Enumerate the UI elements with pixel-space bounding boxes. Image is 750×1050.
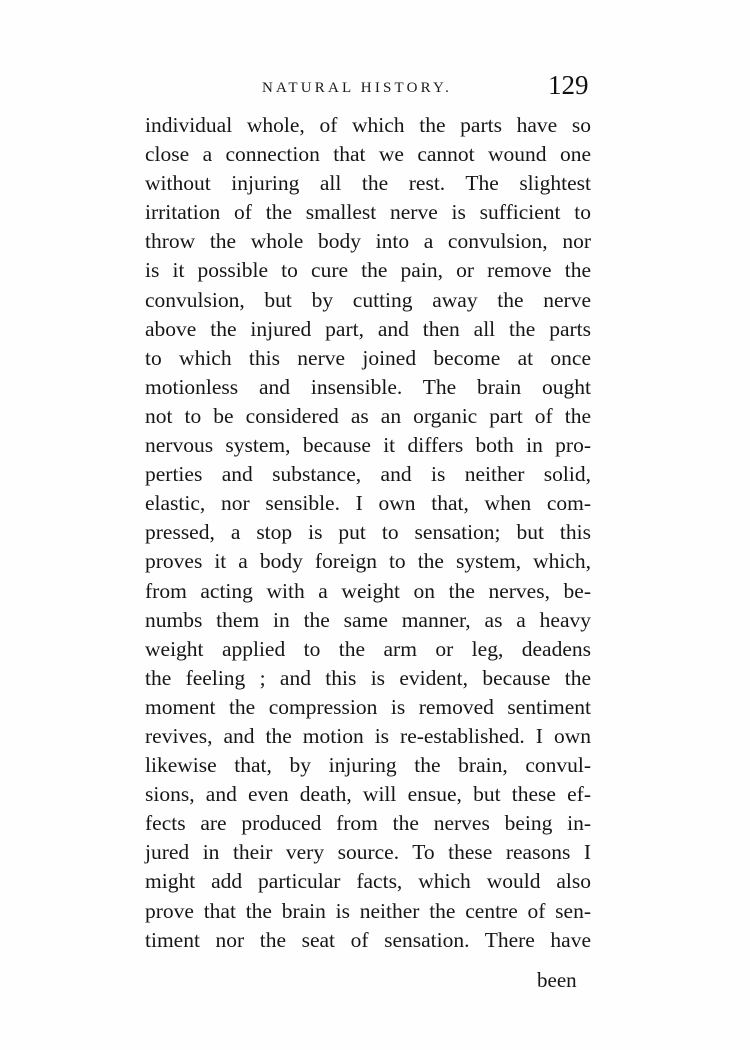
running-title: NATURAL HISTORY. (262, 80, 453, 96)
text-line: pressed, a stop is put to sensation; but this (145, 520, 591, 545)
text-line: throw the whole body into a convulsion, nor (145, 229, 591, 254)
text-line: timent nor the seat of sensation. There have (145, 927, 591, 952)
text-line: to which this nerve joined become at once (145, 345, 591, 370)
text-line: perties and substance, and is neither solid, (145, 462, 591, 487)
text-line: likewise that, by injuring the brain, convul- (145, 753, 591, 778)
text-line: fects are produced from the nerves being in- (145, 811, 591, 836)
text-line: the feeling ; and this is evident, because the (145, 665, 591, 690)
text-line: might add particular facts, which would also (145, 869, 591, 894)
text-line: is it possible to cure the pain, or remove the (145, 258, 591, 283)
catchword: been (537, 968, 577, 992)
text-line: weight applied to the arm or leg, deadens (145, 636, 591, 661)
text-line: individual whole, of which the parts have so (145, 113, 591, 137)
text-line: sions, and even death, will ensue, but these ef- (145, 782, 591, 807)
text-line: motionless and insensible. The brain ought (145, 374, 591, 399)
text-line: jured in their very source. To these reasons I (145, 840, 591, 865)
text-line: proves it a body foreign to the system, which, (145, 549, 591, 574)
text-line: elastic, nor sensible. I own that, when com- (145, 491, 591, 516)
text-line: irritation of the smallest nerve is sufficient to (145, 200, 591, 225)
text-line: from acting with a weight on the nerves, be- (145, 578, 591, 603)
body-text (145, 111, 591, 955)
text-line: nervous system, because it differs both in pro- (145, 433, 591, 458)
text-line: revives, and the motion is re-established. I own (145, 723, 591, 748)
page-number: 129 (548, 70, 589, 100)
text-line: prove that the brain is neither the centre of sen- (145, 898, 591, 923)
text-line: without injuring all the rest. The slightest (145, 171, 591, 196)
text-line: not to be considered as an organic part of the (145, 403, 591, 428)
text-line: convulsion, but by cutting away the nerve (145, 287, 591, 312)
text-line: close a connection that we cannot wound one (145, 142, 591, 167)
text-line: numbs them in the same manner, as a heavy (145, 607, 591, 632)
text-line: above the injured part, and then all the parts (145, 316, 591, 341)
text-line: moment the compression is removed sentiment (145, 694, 591, 719)
